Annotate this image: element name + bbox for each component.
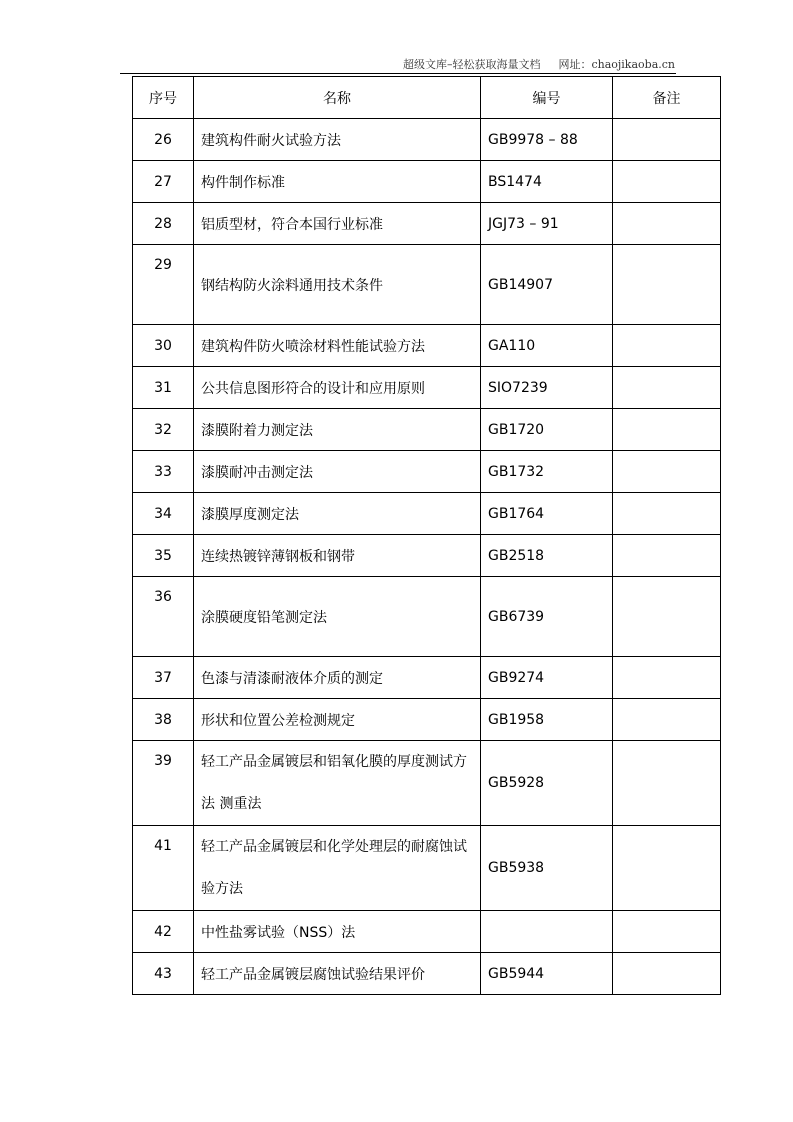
cell-no: 36 [133, 577, 194, 657]
cell-no: 31 [133, 367, 194, 409]
cell-name: 涂膜硬度铅笔测定法 [194, 577, 481, 657]
table-row [133, 577, 721, 657]
cell-name: 轻工产品金属镀层和铝氧化膜的厚度测试方法 测重法 [194, 741, 481, 826]
cell-no: 43 [133, 953, 194, 995]
cell-note [613, 493, 721, 535]
cell-no: 27 [133, 161, 194, 203]
table-row [133, 911, 721, 953]
cell-code: JGJ73 – 91 [481, 203, 613, 245]
col-header-no: 序号 [133, 77, 194, 119]
cell-code: GB1720 [481, 409, 613, 451]
cell-no: 26 [133, 119, 194, 161]
header-title: 超级文库–轻松获取海量文档 [402, 58, 541, 71]
cell-name: 铝质型材，符合本国行业标准 [194, 203, 481, 245]
cell-code: GB1764 [481, 493, 613, 535]
cell-name: 轻工产品金属镀层和化学处理层的耐腐蚀试验方法 [194, 826, 481, 911]
cell-note [613, 577, 721, 657]
header-divider [120, 73, 676, 74]
cell-note [613, 245, 721, 325]
cell-no: 28 [133, 203, 194, 245]
table-row [133, 161, 721, 203]
cell-name: 公共信息图形符合的设计和应用原则 [194, 367, 481, 409]
cell-note [613, 741, 721, 826]
cell-note [613, 409, 721, 451]
cell-note [613, 119, 721, 161]
cell-code: GB6739 [481, 577, 613, 657]
cell-name: 形状和位置公差检测规定 [194, 699, 481, 741]
table-row [133, 245, 721, 325]
cell-code: GA110 [481, 325, 613, 367]
cell-note [613, 451, 721, 493]
table-row [133, 741, 721, 826]
cell-code: GB1958 [481, 699, 613, 741]
col-header-name: 名称 [194, 77, 481, 119]
cell-name: 轻工产品金属镀层腐蚀试验结果评价 [194, 953, 481, 995]
table-row [133, 657, 721, 699]
cell-code: BS1474 [481, 161, 613, 203]
cell-no: 35 [133, 535, 194, 577]
cell-note [613, 953, 721, 995]
cell-note [613, 367, 721, 409]
cell-code: SIO7239 [481, 367, 613, 409]
cell-name: 钢结构防火涂料通用技术条件 [194, 245, 481, 325]
cell-name: 中性盐雾试验（NSS）法 [194, 911, 481, 953]
table-row [133, 953, 721, 995]
cell-name: 漆膜附着力测定法 [194, 409, 481, 451]
cell-name: 连续热镀锌薄钢板和钢带 [194, 535, 481, 577]
cell-code [481, 911, 613, 953]
page-header [0, 56, 675, 72]
cell-note [613, 535, 721, 577]
table-row [133, 367, 721, 409]
cell-code: GB2518 [481, 535, 613, 577]
cell-note [613, 325, 721, 367]
cell-no: 41 [133, 826, 194, 911]
cell-name: 构件制作标准 [194, 161, 481, 203]
cell-name: 色漆与清漆耐液体介质的测定 [194, 657, 481, 699]
cell-code: GB5928 [481, 741, 613, 826]
cell-name: 建筑构件防火喷涂材料性能试验方法 [194, 325, 481, 367]
table-row [133, 119, 721, 161]
cell-name: 建筑构件耐火试验方法 [194, 119, 481, 161]
cell-no: 34 [133, 493, 194, 535]
cell-note [613, 911, 721, 953]
cell-no: 38 [133, 699, 194, 741]
table-row [133, 493, 721, 535]
cell-name: 漆膜厚度测定法 [194, 493, 481, 535]
col-header-note: 备注 [613, 77, 721, 119]
cell-code: GB9978 – 88 [481, 119, 613, 161]
cell-note [613, 203, 721, 245]
cell-no: 30 [133, 325, 194, 367]
cell-code: GB5944 [481, 953, 613, 995]
table-header-row [133, 77, 721, 119]
cell-code: GB14907 [481, 245, 613, 325]
table-row [133, 409, 721, 451]
col-header-code: 编号 [481, 77, 613, 119]
table-row [133, 451, 721, 493]
table-row [133, 535, 721, 577]
cell-note [613, 826, 721, 911]
cell-note [613, 657, 721, 699]
cell-code: GB5938 [481, 826, 613, 911]
cell-no: 39 [133, 741, 194, 826]
cell-code: GB1732 [481, 451, 613, 493]
cell-note [613, 699, 721, 741]
cell-code: GB9274 [481, 657, 613, 699]
cell-no: 33 [133, 451, 194, 493]
cell-no: 29 [133, 245, 194, 325]
cell-name: 漆膜耐冲击测定法 [194, 451, 481, 493]
table-row [133, 203, 721, 245]
table-row [133, 325, 721, 367]
cell-no: 32 [133, 409, 194, 451]
cell-no: 42 [133, 911, 194, 953]
table-row [133, 826, 721, 911]
header-url: 网址：chaojikaoba.cn [558, 58, 675, 71]
cell-note [613, 161, 721, 203]
table-row [133, 699, 721, 741]
standards-table [132, 76, 721, 995]
cell-no: 37 [133, 657, 194, 699]
